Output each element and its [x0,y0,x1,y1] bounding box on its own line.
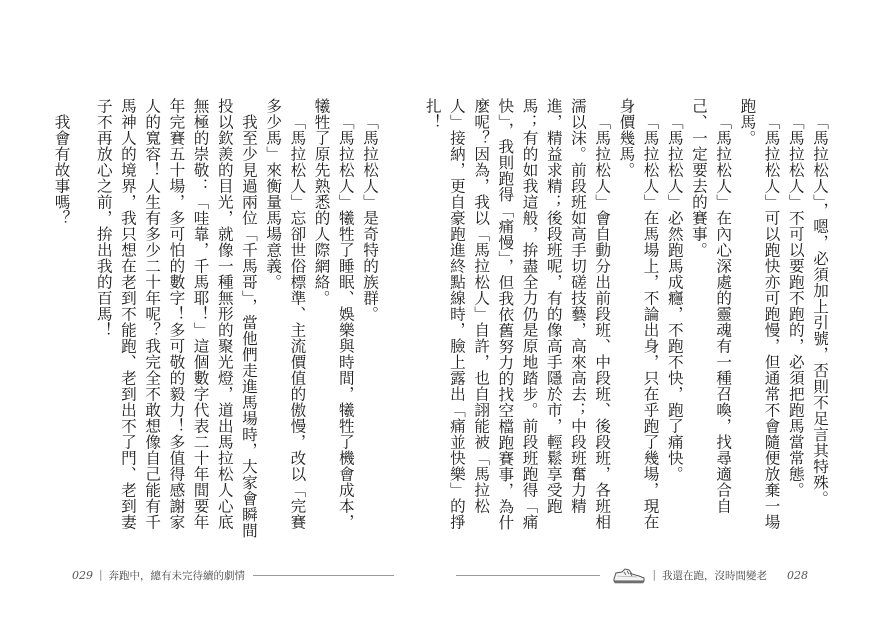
paragraph: 「馬拉松人」忘卻世俗標準、主流價值的傲慢，改以「完賽多少馬」來衡量馬場意義。 [264,98,307,530]
right-page-footer [448,564,808,586]
footer-rule [253,575,394,576]
paragraph-spacer [74,98,92,538]
left-page-footer [72,564,402,586]
paragraph: 「馬拉松人」必然跑馬成癮，不跑不快，跑了痛快。 [665,113,684,482]
right-page [423,0,880,624]
running-shoe-icon [612,566,646,584]
right-page-body [423,98,832,538]
footer-separator: | [652,569,656,581]
footer-rule [456,575,600,576]
paragraph: 「馬拉松人」不可以要跑不跑的，必須把跑馬當常態。 [786,113,805,498]
chapter-title: 奔跑中，總有未完待續的劇情 [108,569,246,582]
paragraph: 「馬拉松人」在馬場上，不論出身，只在乎跑了幾場，現在身價幾馬。 [617,98,660,530]
book-title: 我還在跑，沒時間變老 [662,569,767,582]
paragraph: 「馬拉松人」在內心深處的靈魂有一種召喚，找尋適合自己、一定要去的賽事。 [689,98,733,514]
paragraph: 「馬拉松人」犧牲了睡眠、娛樂與時間，犧牲了機會成本，犧牲了原先熟悉的人際網絡。 [312,98,355,530]
paragraph: 「馬拉松人」是奇特的族群。 [361,113,379,322]
left-page-body [52,98,382,538]
paragraph: 「馬拉松人」，嗯，必須加上引號，否則不足言其特殊。 [811,113,829,506]
page-number: 028 [787,568,808,582]
paragraph: 「馬拉松人」會自動分出前段班、中段班、後段班，各班相濡以沫。前段班如高手切磋技藝，高來高去；中段班奮力精進，精益求精；後段班呢，有的像高手隱於市，輕鬆享受跑馬；有的如我這般，拚盡全力仍是原地踏步。前段班跑得「痛快」，我則跑得「痛慢」，但我依舊努力的找空檔跑賽事，為什麼呢？因為，我以「馬拉松人」自許，也自詡能被「馬拉松人」接納，更自豪跑進終點線時，臉上露出「痛並快樂」的掙扎！ [423,98,612,531]
paragraph: 我會有故事嗎？ [52,113,71,226]
page-number: 029 [72,568,93,582]
paragraph: 「馬拉松人」可以跑快亦可跑慢，但通常不會隨便放棄一場跑馬。 [738,98,781,530]
footer-separator: | [99,569,103,581]
paragraph: 我至少見過兩位「千馬哥」，當他們走進馬場時，大家會瞬間投以欽羨的目光，就像一種無形的聚光燈，道出馬拉松人心底無極的崇敬：「哇靠，千馬耶！」這個數字代表二十年間要年年完賽五十場，多可怕的數字！多可敬的毅力！多值得感謝家人的寬容！人生有多少二十年呢？我完全不敢想像自己能有千馬神人的境界，我只想在老到不能跑、老到出不了門、老到妻子不再放心之前，拚出我的百馬！ [94,98,258,538]
